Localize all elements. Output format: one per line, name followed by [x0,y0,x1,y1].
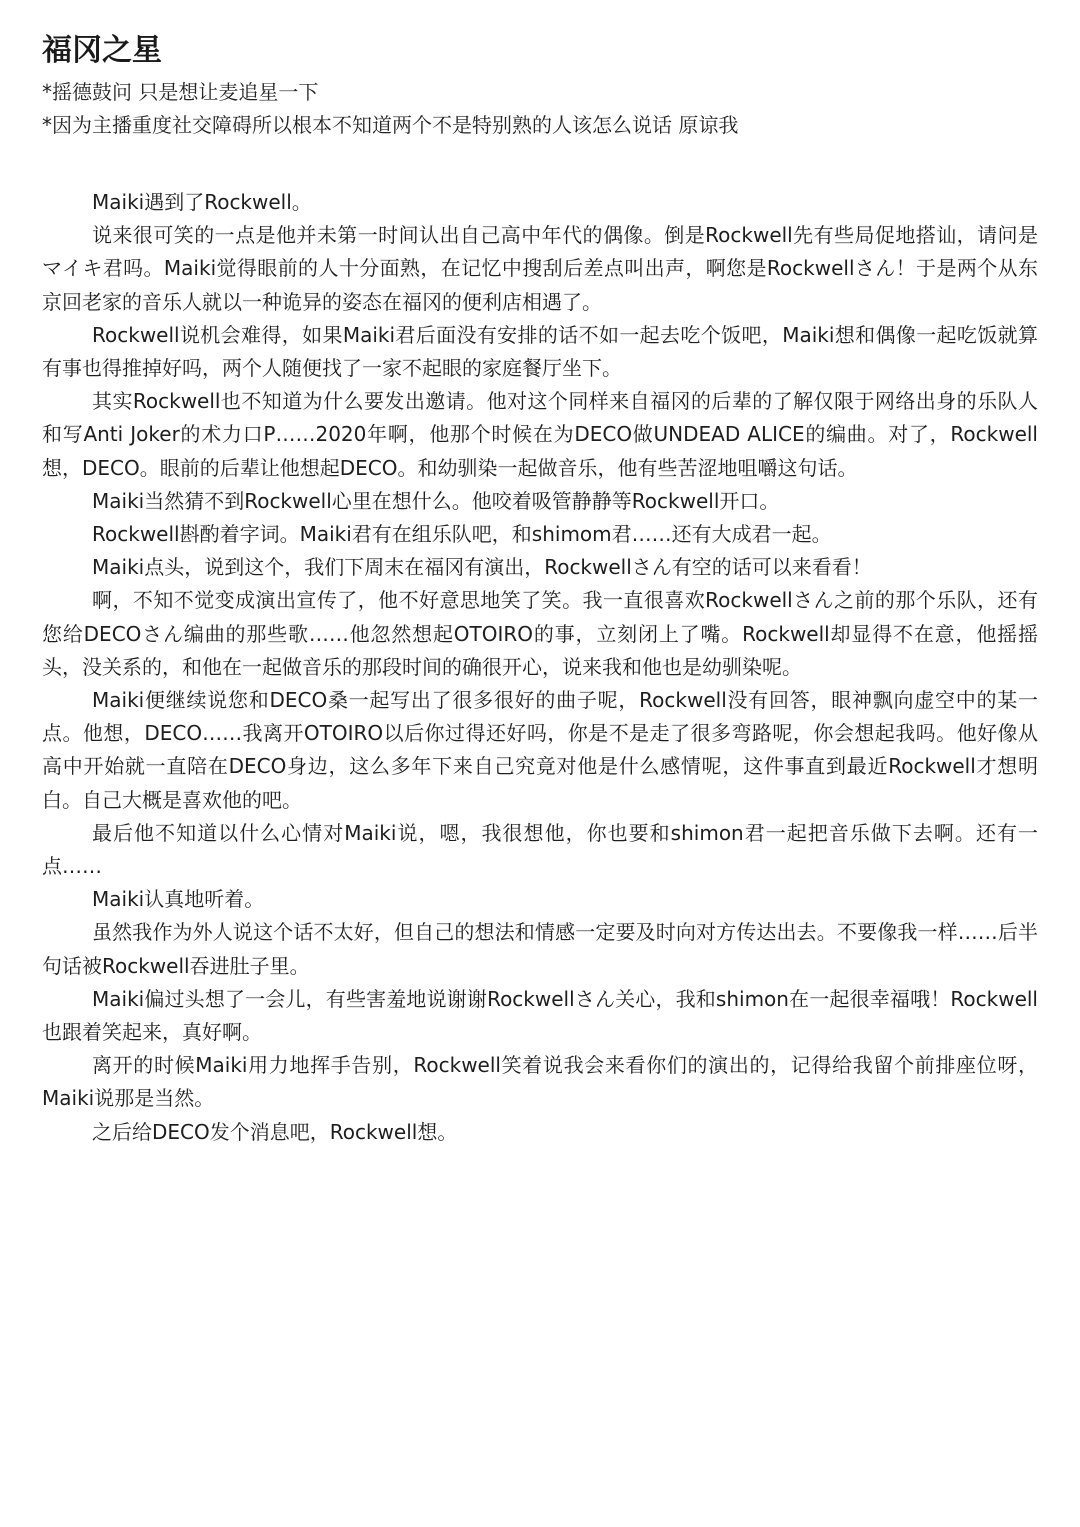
story-paragraph: Maiki便继续说您和DECO桑一起写出了很多很好的曲子呢，Rockwell没有回答，眼神飘向虚空中的某一点。他想，DECO……我离开OTOIRO以后你过得还好吗，你是不是走了很多弯路呢，你会想起我吗。他好像从高中开始就一直陪在DECO身边，这么多年下来自己究竟对他是什么感情呢，这件事直到最近Rockwell才想明白。自己大概是喜欢他的吧。 [42,688,1038,812]
author-note: *摇德鼓问 只是想让麦追星一下 [42,80,319,104]
story-paragraph: 其实Rockwell也不知道为什么要发出邀请。他对这个同样来自福冈的后辈的了解仅限于网络出身的乐队人和写Anti Joker的术力口P……2020年啊，他那个时候在为DECO做UNDEAD ALICE的编曲。对了，Rockwell想，DECO。眼前的后辈让他想起DECO。和幼驯染一起做音乐，他有些苦涩地咀嚼这句话。 [42,389,1038,480]
story-paragraph: 之后给DECO发个消息吧，Rockwell想。 [92,1119,458,1144]
story-paragraph: 虽然我作为外人说这个话不太好，但自己的想法和情感一定要及时向对方传达出去。不要像我一样……后半句话被Rockwell吞进肚子里。 [42,920,1038,978]
story-paragraph: Maiki偏过头想了一会儿，有些害羞地说谢谢Rockwellさん关心，我和shimon在一起很幸福哦！Rockwell也跟着笑起来，真好啊。 [42,986,1038,1045]
story-paragraph: Maiki当然猜不到Rockwell心里在想什么。他咬着吸管静静等Rockwell开口。 [92,488,780,513]
author-note: *因为主播重度社交障碍所以根本不知道两个不是特别熟的人该怎么说话 原谅我 [42,113,739,137]
document-title: 福冈之星 [42,33,162,68]
story-paragraph: Maiki认真地听着。 [92,887,265,912]
story-paragraph: Rockwell斟酌着字词。Maiki君有在组乐队吧，和shimom君……还有大成君一起。 [92,522,832,547]
story-paragraph: Maiki点头，说到这个，我们下周末在福冈有演出，Rockwellさん有空的话可以来看看！ [92,555,872,580]
story-paragraph: 啊，不知不觉变成演出宣传了，他不好意思地笑了笑。我一直很喜欢Rockwellさん之前的那个乐队，还有您给DECOさん编曲的那些歌……他忽然想起OTOIRO的事，立刻闭上了嘴。Rockwell却显得不在意，他摇摇头，没关系的，和他在一起做音乐的那段时间的确很开心，说来我和他也是幼驯染呢。 [42,588,1038,679]
story-paragraph: Maiki遇到了Rockwell。 [92,190,312,214]
author-notes [42,76,1038,142]
story-body [42,186,1038,1149]
story-paragraph: 离开的时候Maiki用力地挥手告别，Rockwell笑着说我会来看你们的演出的，记得给我留个前排座位呀，Maiki说那是当然。 [42,1053,1038,1111]
story-paragraph: 最后他不知道以什么心情对Maiki说，嗯，我很想他，你也要和shimon君一起把音乐做下去啊。还有一点…… [42,820,1038,879]
story-paragraph: 说来很可笑的一点是他并未第一时间认出自己高中年代的偶像。倒是Rockwell先有些局促地搭讪，请问是マイキ君吗。Maiki觉得眼前的人十分面熟，在记忆中搜刮后差点叫出声，啊您是Rockwellさん！于是两个从东京回老家的音乐人就以一种诡异的姿态在福冈的便利店相遇了。 [42,223,1038,314]
story-paragraph: Rockwell说机会难得，如果Maiki君后面没有安排的话不如一起去吃个饭吧，Maiki想和偶像一起吃饭就算有事也得推掉好吗，两个人随便找了一家不起眼的家庭餐厅坐下。 [42,322,1038,381]
